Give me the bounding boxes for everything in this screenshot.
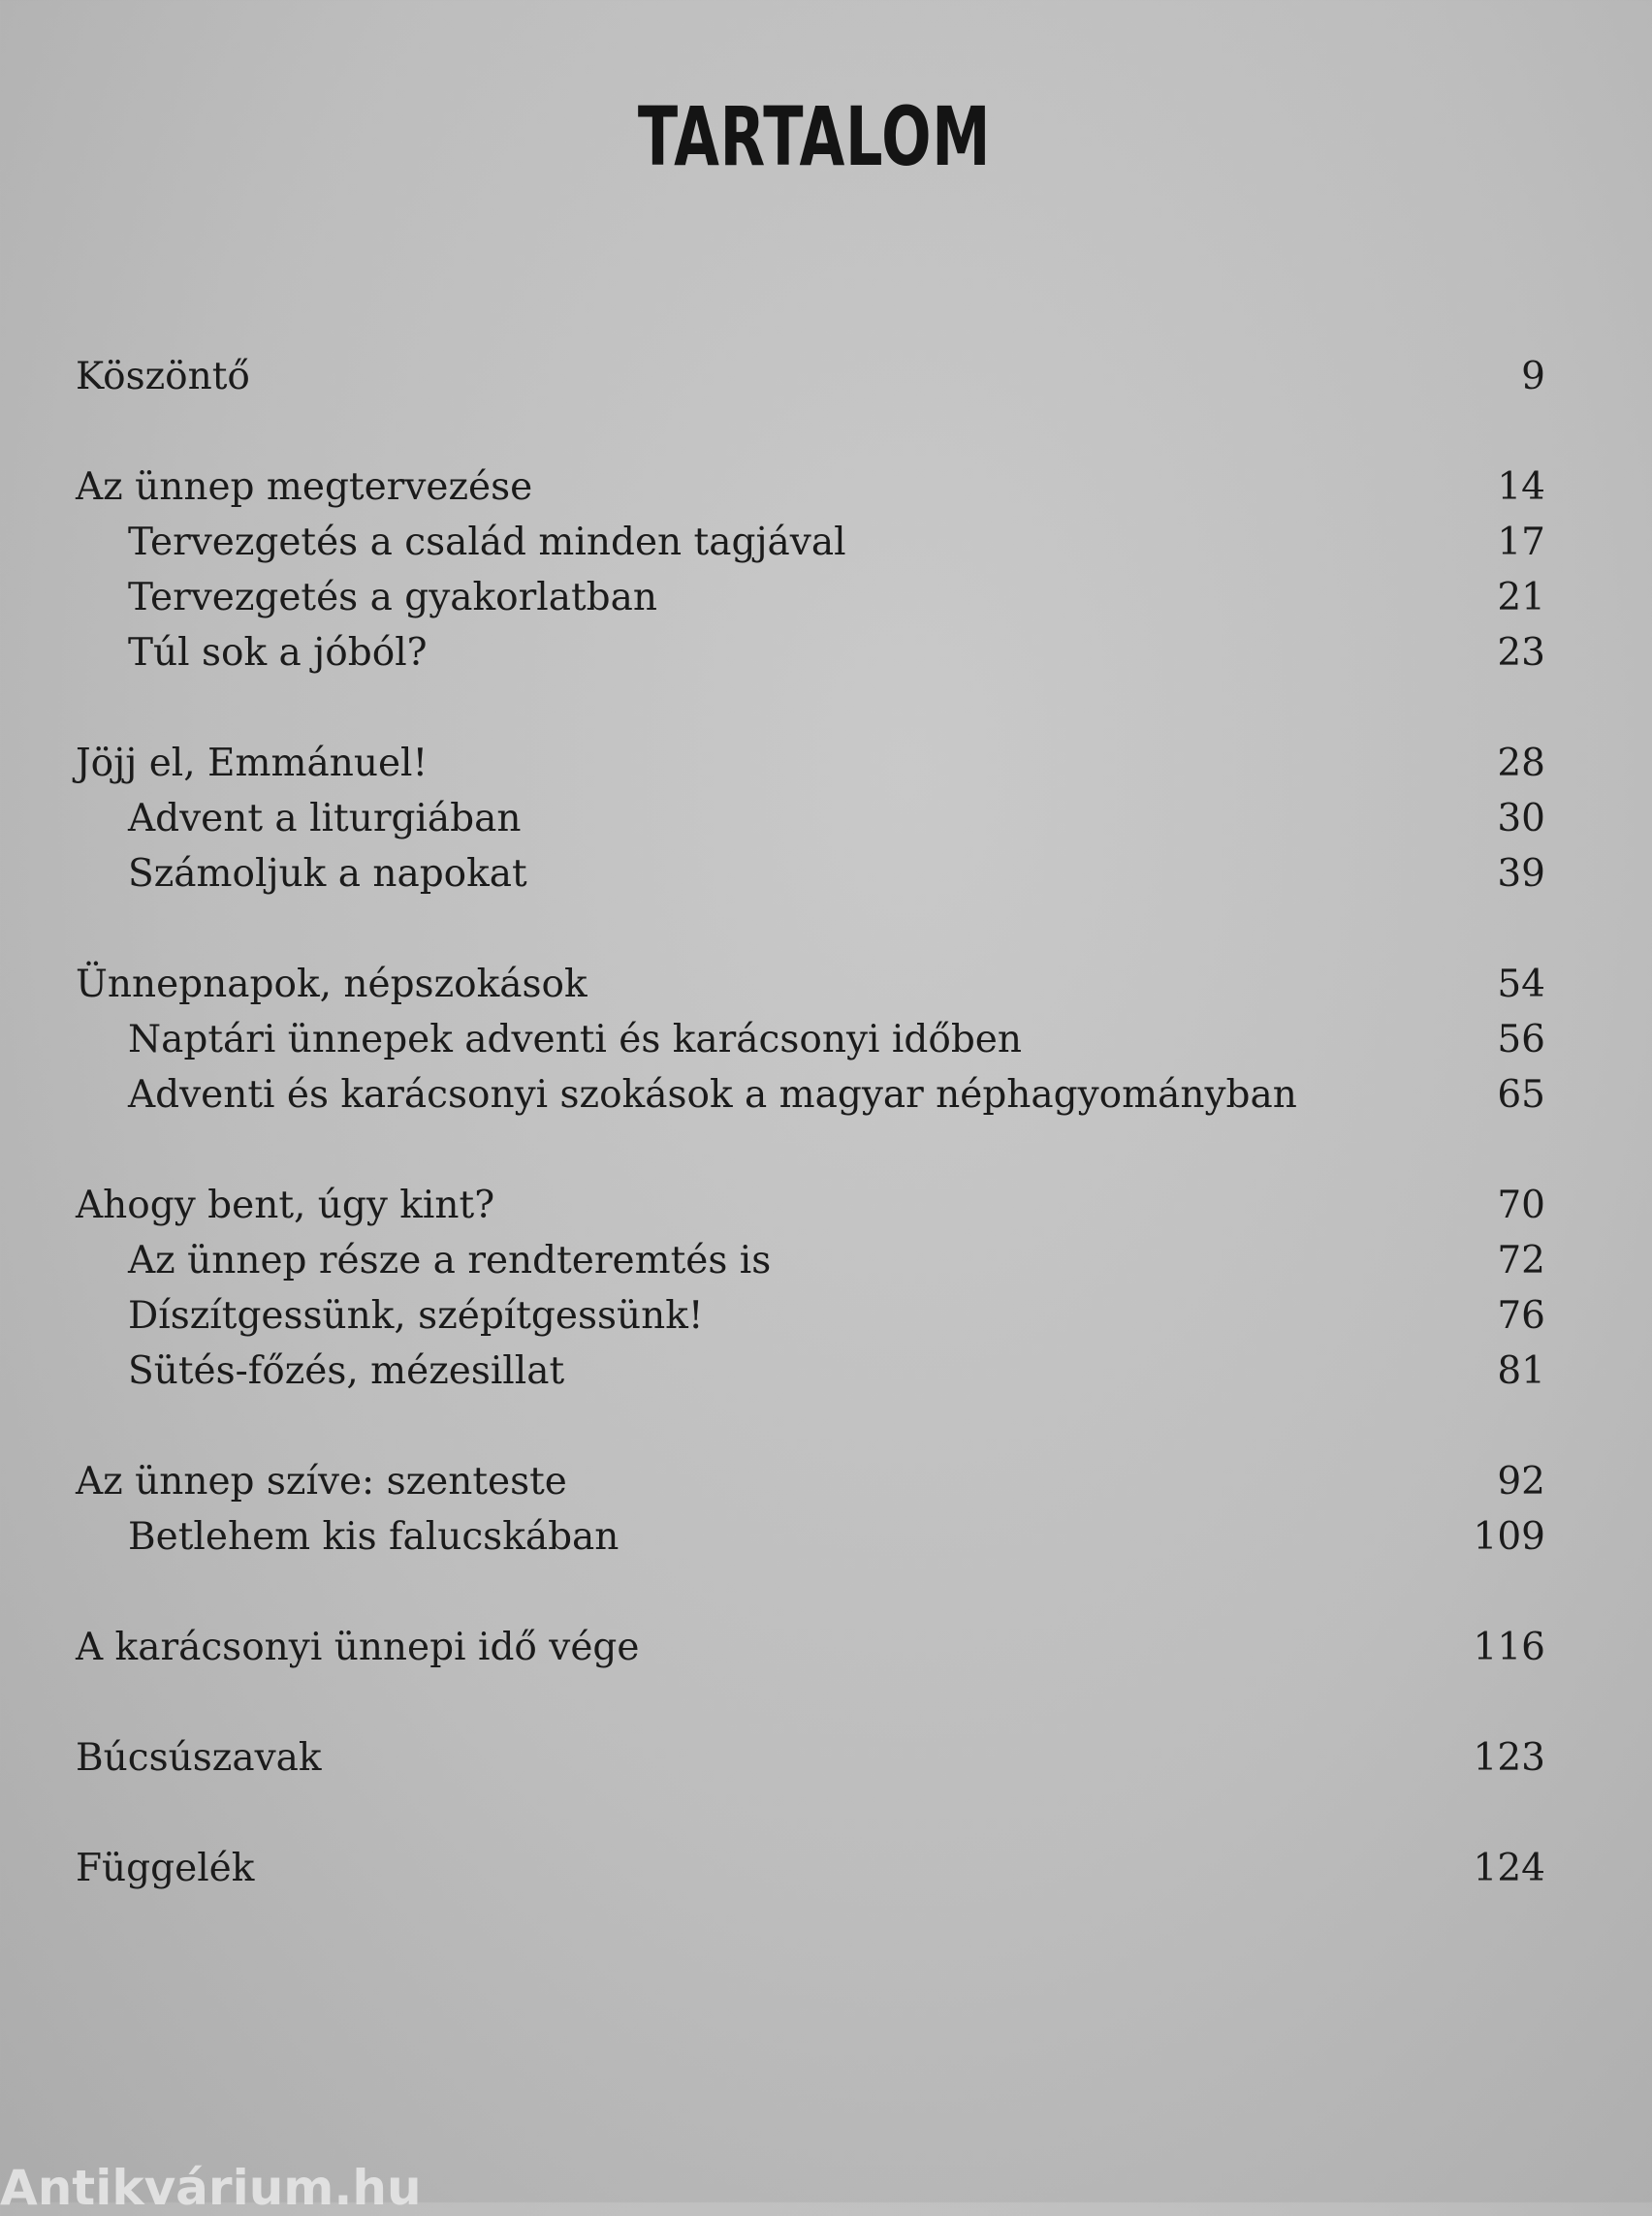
toc-entry [76, 1841, 1545, 1896]
toc-page-number: 14 [1497, 465, 1545, 509]
toc-entry [76, 349, 1545, 404]
toc-entry-title: Búcsúszavak [76, 1736, 322, 1780]
toc-entry-title: Köszöntő [76, 355, 250, 398]
toc-subentry-title: Túl sok a jóból? [128, 631, 428, 675]
toc-page-number: 76 [1497, 1294, 1545, 1338]
toc-section [76, 957, 1545, 1123]
toc-section [76, 1841, 1545, 1896]
toc-entry [76, 1620, 1545, 1675]
toc-entry [76, 957, 1545, 1012]
toc-entry [76, 1178, 1545, 1233]
toc-subentry [76, 791, 1545, 846]
table-of-contents [76, 349, 1545, 1951]
toc-page-number: 56 [1497, 1018, 1545, 1061]
toc-entry-title: A karácsonyi ünnepi idő vége [76, 1626, 640, 1669]
toc-page-number: 30 [1497, 797, 1545, 840]
toc-entry-title: Az ünnep szíve: szenteste [76, 1460, 567, 1504]
toc-subentry [76, 1067, 1545, 1123]
toc-entry [76, 1454, 1545, 1509]
toc-section [76, 1620, 1545, 1675]
toc-section [76, 1454, 1545, 1565]
toc-section [76, 349, 1545, 404]
toc-entry [76, 459, 1545, 515]
toc-subentry-title: Az ünnep része a rendteremtés is [128, 1239, 772, 1282]
toc-page-number: 21 [1497, 576, 1545, 619]
toc-page-number: 81 [1497, 1349, 1545, 1393]
toc-subentry-title: Tervezgetés a család minden tagjával [128, 521, 846, 564]
toc-subentry [76, 1012, 1545, 1067]
toc-section [76, 1178, 1545, 1399]
toc-subentry [76, 1344, 1545, 1399]
toc-section [76, 1730, 1545, 1786]
toc-page-number: 70 [1497, 1184, 1545, 1227]
toc-page-number: 124 [1473, 1847, 1545, 1890]
toc-subentry-title: Naptári ünnepek adventi és karácsonyi időben [128, 1018, 1022, 1061]
toc-subentry-title: Betlehem kis falucskában [128, 1515, 620, 1559]
toc-subentry-title: Tervezgetés a gyakorlatban [128, 576, 657, 619]
toc-page-number: 65 [1497, 1073, 1545, 1117]
toc-page-number: 39 [1497, 852, 1545, 896]
toc-section [76, 736, 1545, 902]
toc-page-number: 54 [1497, 963, 1545, 1006]
toc-subentry-title: Sütés-főzés, mézesillat [128, 1349, 565, 1393]
toc-subentry-title: Díszítgessünk, szépítgessünk! [128, 1294, 704, 1338]
toc-page-number: 23 [1497, 631, 1545, 675]
toc-subentry [76, 515, 1545, 570]
toc-entry [76, 1730, 1545, 1786]
toc-entry-title: Az ünnep megtervezése [76, 465, 533, 509]
toc-page-number: 92 [1497, 1460, 1545, 1504]
toc-page-number: 28 [1497, 742, 1545, 785]
toc-page-number: 123 [1473, 1736, 1545, 1780]
toc-subentry [76, 625, 1545, 681]
toc-entry [76, 736, 1545, 791]
toc-page-number: 9 [1521, 355, 1545, 398]
toc-entry-title: Jöjj el, Emmánuel! [76, 742, 429, 785]
toc-subentry [76, 1233, 1545, 1288]
toc-entry-title: Függelék [76, 1847, 255, 1890]
toc-subentry [76, 1288, 1545, 1344]
toc-subentry [76, 1509, 1545, 1565]
toc-page-number: 109 [1473, 1515, 1545, 1559]
toc-page-number: 116 [1473, 1626, 1545, 1669]
toc-subentry [76, 846, 1545, 902]
watermark: Antikvárium.hu [0, 2160, 422, 2216]
toc-page-number: 72 [1497, 1239, 1545, 1282]
toc-subentry-title: Számoljuk a napokat [128, 852, 527, 896]
page-title: TARTALOM [637, 89, 992, 184]
toc-subentry-title: Adventi és karácsonyi szokások a magyar néphagyományban [128, 1073, 1297, 1117]
toc-entry-title: Ahogy bent, úgy kint? [76, 1184, 495, 1227]
toc-entry-title: Ünnepnapok, népszokások [76, 963, 588, 1006]
toc-page-number: 17 [1497, 521, 1545, 564]
toc-subentry [76, 570, 1545, 625]
toc-section [76, 459, 1545, 681]
toc-subentry-title: Advent a liturgiában [128, 797, 522, 840]
